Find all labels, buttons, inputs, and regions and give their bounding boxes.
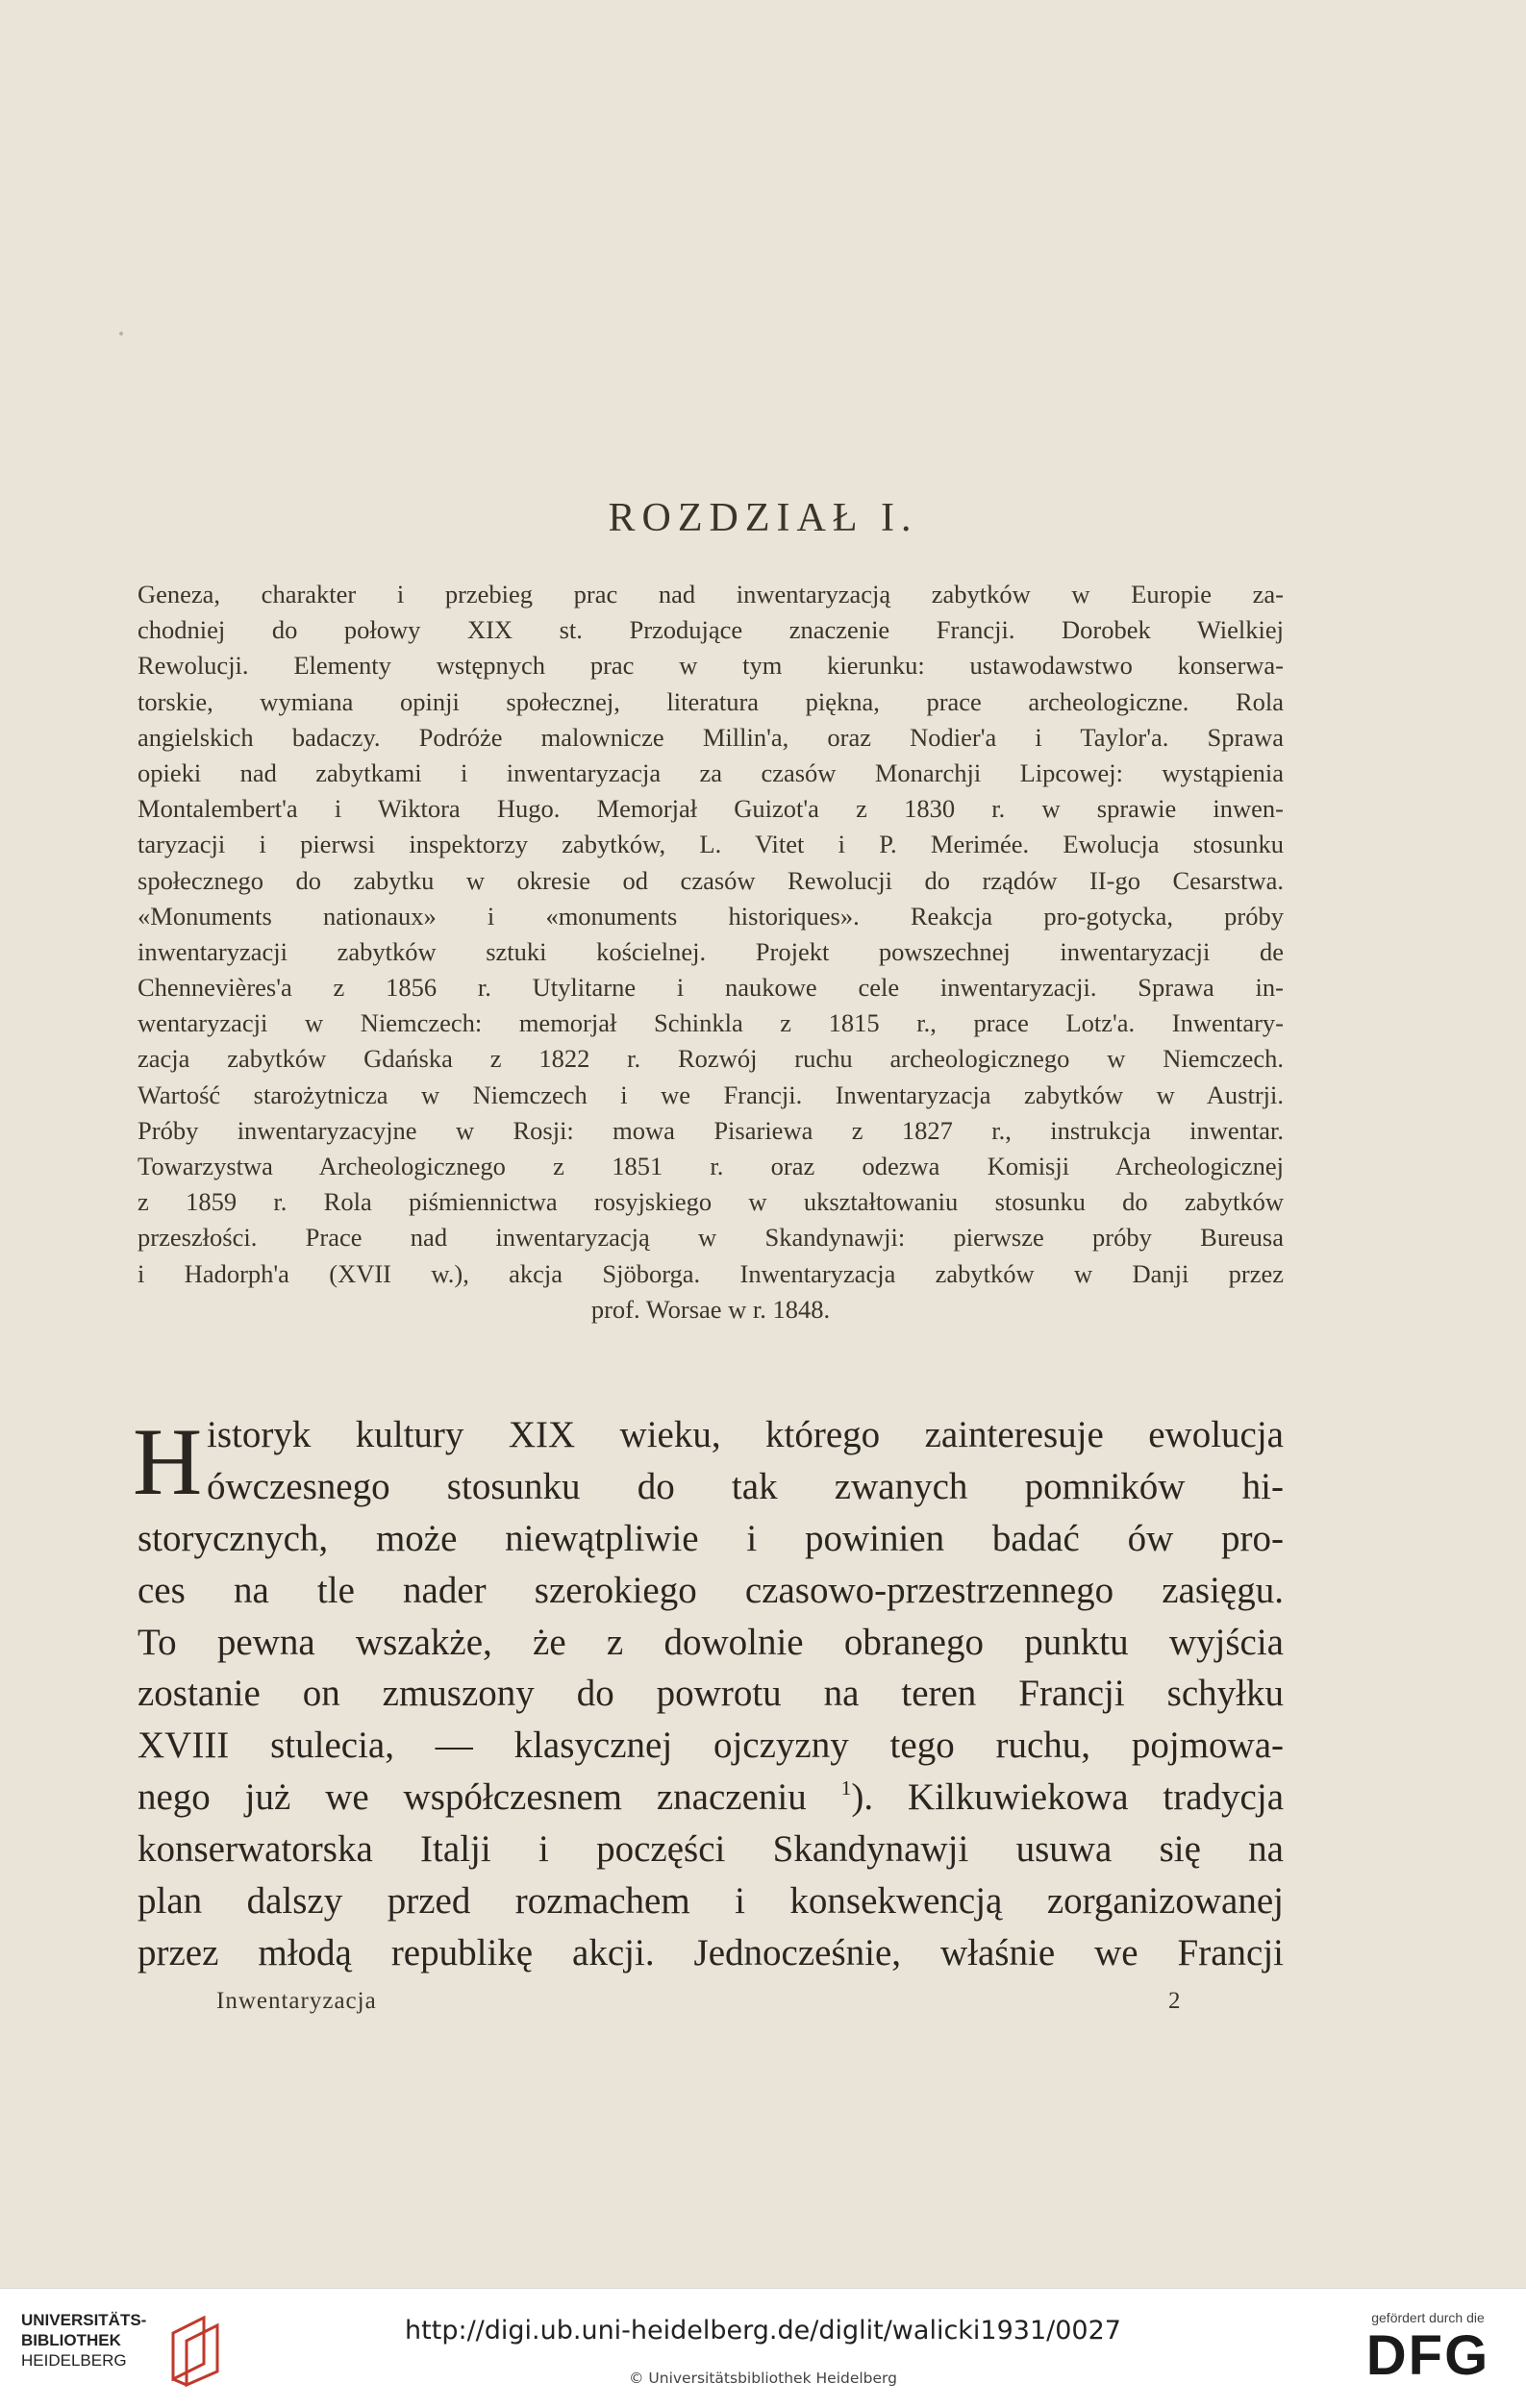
body-line — [138, 1772, 1284, 1824]
viewer-footer-bar — [0, 2288, 1526, 2408]
body-line: plan dalszy przed rozmachem i konsekwencją zorganizowanej — [138, 1880, 1284, 1923]
body-line: ówczesnego stosunku do tak zwanych pomników hi- — [207, 1465, 1284, 1507]
dfg-logo[interactable] — [1346, 2310, 1510, 2396]
body-line-part: ). Kilkuwiekowa tradycja — [851, 1776, 1284, 1819]
permalink-text[interactable]: http://digi.ub.uni-heidelberg.de/diglit/walicki1931/0027 — [405, 2316, 1121, 2346]
summary-line: prof. Worsae w r. 1848. — [590, 1294, 831, 1324]
drop-cap: H — [133, 1408, 203, 1515]
copyright-notice: © Universitätsbibliothek Heidelberg — [628, 2370, 897, 2387]
body-line: przez młodą republikę akcji. Jednocześnie, właśnie we Francji — [138, 1931, 1284, 1974]
summary-line: chodniej do połowy XIX st. Przodujące znaczenie Francji. Dorobek Wielkiej — [138, 615, 1284, 645]
summary-line: torskie, wymiana opinji społecznej, literatura piękna, prace archeologiczne. Rola — [138, 686, 1284, 716]
body-line-part: nego już we współczesnem znaczeniu — [138, 1776, 807, 1819]
summary-line: i Hadorph'a (XVII w.), akcja Sjöborga. Inwentaryzacja zabytków w Danji przez — [138, 1258, 1284, 1288]
permalink-url[interactable] — [0, 2316, 1526, 2346]
funder-logo-text: DFG — [1365, 2324, 1490, 2387]
summary-line: «Monuments nationaux» i «monuments historiques». Reakcja pro-gotycka, próby — [138, 901, 1284, 931]
summary-line: Geneza, charakter i przebieg prac nad inwentaryzacją zabytków w Europie za- — [138, 580, 1284, 608]
summary-line: z 1859 r. Rola piśmiennictwa rosyjskiego w ukształtowaniu stosunku do zabytków — [138, 1187, 1284, 1217]
summary-line: wentaryzacji w Niemczech: memorjał Schinkla z 1815 r., prace Lotz'a. Inwentary- — [138, 1008, 1284, 1038]
footnote-ref[interactable]: 1 — [840, 1776, 852, 1800]
summary-line: Towarzystwa Archeologicznego z 1851 r. oraz odezwa Komisji Archeologicznej — [138, 1152, 1284, 1180]
summary-line: społecznego do zabytku w okresie od czasów Rewolucji do rządów II-go Cesarstwa. — [138, 865, 1284, 895]
sheet-number: 2 — [1168, 1988, 1181, 2014]
chapter-title: ROZDZIAŁ I. — [608, 496, 918, 540]
body-line: To pewna wszakże, że z dowolnie obranego punktu wyjścia — [138, 1621, 1284, 1663]
body-line: ces na tle nader szerokiego czasowo-przestrzennego zasięgu. — [138, 1569, 1284, 1611]
summary-line: zacja zabytków Gdańska z 1822 r. Rozwój ruchu archeologicznego w Niemczech. — [138, 1044, 1284, 1074]
chapter-summary — [138, 577, 1284, 1328]
library-name-line: HEIDELBERG — [21, 2351, 127, 2370]
body-line: konserwatorska Italji i poczęści Skandynawji usuwa się na — [138, 1828, 1284, 1871]
summary-line: Rewolucji. Elementy wstępnych prac w tym kierunku: ustawodawstwo konserwa- — [138, 651, 1284, 681]
sheet-signature: Inwentaryzacja — [216, 1988, 377, 2014]
funder-caption: gefördert durch die — [1371, 2310, 1485, 2325]
summary-line: przeszłości. Prace nad inwentaryzacją w Skandynawji: pierwsze próby Bureusa — [138, 1223, 1284, 1253]
summary-line: Wartość starożytnicza w Niemczech i we Francji. Inwentaryzacja zabytków w Austrji. — [138, 1080, 1284, 1109]
summary-line: Chennevières'a z 1856 r. Utylitarne i naukowe cele inwentaryzacji. Sprawa in- — [138, 973, 1284, 1003]
body-line: storycznych, może niewątpliwie i powinien badać ów pro- — [138, 1517, 1284, 1559]
summary-line: inwentaryzacji zabytków sztuki kościelnej. Projekt powszechnej inwentaryzacji de — [138, 936, 1284, 966]
summary-line: angielskich badaczy. Podróże malownicze Millin'a, oraz Nodier'a i Taylor'a. Sprawa — [138, 722, 1284, 752]
library-name-line: BIBLIOTHEK — [21, 2331, 121, 2349]
summary-line: taryzacji i pierwsi inspektorzy zabytków, L. Vitet i P. Merimée. Ewolucja stosunku — [138, 830, 1284, 859]
summary-line: Próby inwentaryzacyjne w Rosji: mowa Pisariewa z 1827 r., instrukcja inwentar. — [138, 1115, 1284, 1145]
body-text — [138, 1409, 1284, 1979]
summary-line: Montalembert'a i Wiktora Hugo. Memorjał Guizot'a z 1830 r. w sprawie inwen- — [138, 794, 1284, 824]
scan-speck — [119, 332, 123, 335]
library-name-line: UNIVERSITÄTS- — [21, 2311, 147, 2329]
body-line: zostanie on zmuszony do powrotu na teren Francji schyłku — [138, 1673, 1284, 1715]
body-line: XVIII stulecia, — klasycznej ojczyzny tego ruchu, pojmowa- — [138, 1725, 1284, 1767]
body-line: istoryk kultury XIX wieku, którego zainteresuje ewolucja — [207, 1414, 1284, 1455]
summary-line: opieki nad zabytkami i inwentaryzacja za czasów Monarchji Lipcowej: wystąpienia — [138, 757, 1284, 787]
